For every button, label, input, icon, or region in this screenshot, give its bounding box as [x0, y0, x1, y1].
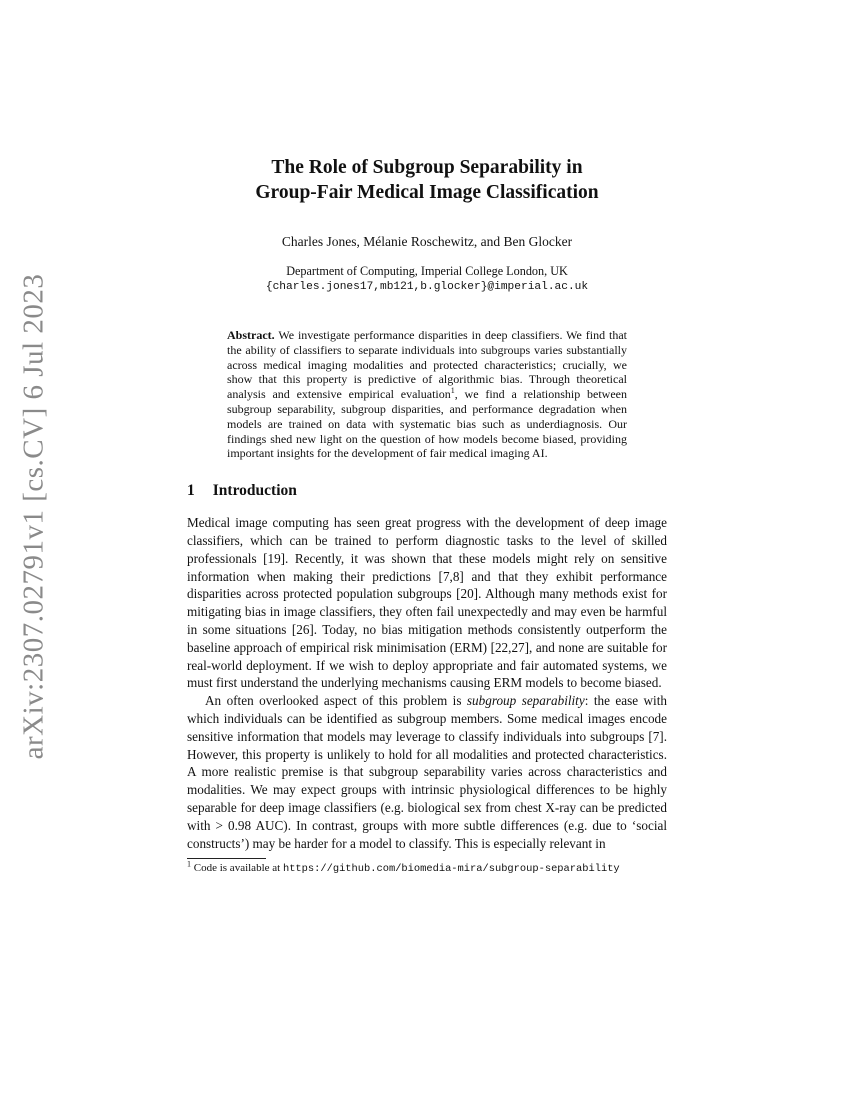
footnote-ref[interactable]: 1	[450, 386, 455, 396]
paper-page	[187, 150, 667, 875]
section-title: Introduction	[212, 482, 297, 500]
footnote-text: Code is available at	[193, 862, 283, 875]
abstract-text-b: , we find a relationship between subgroup separability, subgroup disparities, and performance degradation when models are trained on data with systematic bias such as underdiagnosis. Our findings shed new light on the question of how models become biased, providing important insights for the development of fair medical imaging AI.	[227, 387, 628, 461]
section-body	[187, 514, 667, 852]
code-link[interactable]: https://github.com/biomedia-mira/subgroup-separability	[282, 863, 620, 876]
title-line-2: Group-Fair Medical Image Classification	[255, 182, 599, 203]
section-heading	[187, 482, 667, 500]
arxiv-identifier	[8, 273, 60, 759]
abstract-text-a: We investigate performance disparities in deep classifiers. We find that the ability of classifiers to separate individuals into subgroups varies substantially across medical imaging modalities and protected characteristics; crucially, we show that this property is predictive of algorithmic bias. Through theoretical analysis and extensive empirical evaluation	[227, 328, 627, 402]
paper-title	[187, 155, 667, 205]
author-list: Charles Jones, Mélanie Roschewitz, and Ben Glocker	[281, 234, 573, 249]
footnote	[187, 859, 667, 876]
paragraph-2-post: : the ease with which individuals can be identified as subgroup members. Some medical images encode sensitive information that models may leverage to classify individuals into subgroups [7]. However, this property is unlikely to hold for all modalities and protected characteristics. A more realistic premise is that subgroup separability varies across characteristics and modalities. We may expect groups with intrinsic physiological differences to be highly separable for deep image classifiers (e.g. biological sex from chest X-ray can be predicted with > 0.98 AUC). In contrast, groups with more subtle differences (e.g. due to ‘social constructs’) may be harder for a model to classify. This is especially relevant in	[187, 693, 667, 851]
abstract-label: Abstract.	[227, 328, 275, 342]
section-number: 1	[187, 482, 195, 500]
title-line-1: The Role of Subgroup Separability in	[271, 157, 583, 178]
footnote-rule	[187, 858, 266, 859]
paragraph-2-emphasis: subgroup separability	[466, 693, 585, 709]
affiliation: Department of Computing, Imperial College London, UK	[286, 264, 568, 278]
affiliation-block	[187, 263, 667, 295]
email-list: {charles.jones17,mb121,b.glocker}@imperial.ac.uk	[265, 281, 589, 293]
paragraph-2-pre: An often overlooked aspect of this problem is	[205, 693, 467, 709]
abstract	[227, 328, 627, 461]
paragraph-1: Medical image computing has seen great progress with the development of deep image classifiers, which can be trained to perform diagnostic tasks to the level of skilled professionals [19]. Recently, it was shown that these models might rely on sensitive information when making their predictions [7,8] and that they exhibit performance disparities across protected population subgroups [20]. Although many methods exist for mitigating bias in image classifiers, they often fail unexpectedly and may even be harmful in some situations [26]. Today, no bias mitigation methods consistently outperform the baseline approach of empirical risk minimisation (ERM) [22,27], and none are suitable for real-world deployment. If we wish to deploy appropriate and fair automated systems, we must first understand the underlying mechanisms causing ERM models to become biased.	[187, 515, 667, 691]
footnote-mark: 1	[187, 859, 191, 869]
arxiv-id-text: arXiv:2307.02791v1 [cs.CV] 6 Jul 2023	[17, 273, 50, 759]
paragraph-2	[187, 692, 667, 852]
